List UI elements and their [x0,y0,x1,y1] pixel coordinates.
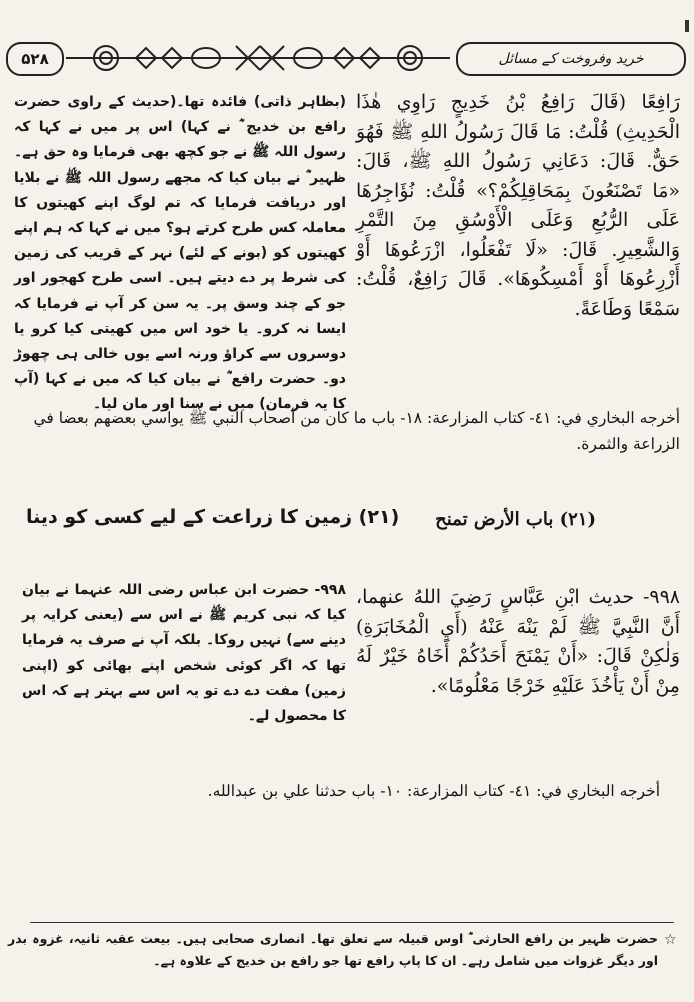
page-number: ۵۲۸ [6,42,64,76]
hadith-998-urdu: ۹۹۸- حضرت ابن عباس رضی اللہ عنہما نے بیان کیا کہ نبی کریم ﷺ نے اس سے (یعنی کرایہ پر دینے سے) نہیں روکا۔ بلکہ آپ نے صرف یہ فرمایا تھا کہ اگر کوئی شخص اپنے بھائی کو (اپنی زمین) مفت دے دے تو یہ اس سے بہتر ہے کہ اس کا محصول لے۔ [22,582,346,725]
hadith-997-arabic: رَافِعًا (قَالَ رَافِعُ بْنُ خَدِيجٍ رَاوِي هٰذَا الْحَدِيثِ) قُلْتُ: مَا قَالَ رَسُولُ اللهِ ﷺ فَهُوَ حَقٌّ. قَالَ: دَعَانِي رَسُولُ اللهِ ﷺ، قَالَ: «مَا تَصْنَعُونَ بِمَحَاقِلِكُمْ؟» قُلْتُ: نُؤَاجِرُهَا عَلَى الرُّبُعِ وَعَلَى الْأَوْسُقِ مِنَ التَّمْرِ وَالشَّعِيرِ. قَالَ: «لَا تَفْعَلُوا، ازْرَعُوهَا أَوْ أَزْرِعُوهَا أَوْ أَمْسِكُوهَا». قَالَ رَافِعٌ، قُلْتُ: سَمْعًا وَطَاعَةً. [356,91,680,320]
chapter-heading-arabic: (٢١) باب الأرض تمنح [435,509,596,530]
section-title: خرید وفروخت کے مسائل [456,42,686,76]
footnote-text: حضرت ظہیر بن رافع الحارثی ؓ اوس قبیلہ سے تعلق تھا۔ انصاری صحابی ہیں۔ بیعت عقبہ ثانیہ، غزوہ بدر اور دیگر غزوات میں شامل رہے۔ ان کا پاپ رافع تھا جو رافع بن خدیج کے علاوہ ہے۔ [8,931,658,968]
hadith-997-reference: أخرجه البخاري في: ٤١- كتاب المزارعة: ١٨- باب ما كان من أصحاب النبي ﷺ يواسي بعضهم بعضا في الزراعة والثمرة. [33,409,680,453]
hadith-997-urdu: (بظاہر ذاتی) فائدہ تھا۔(حدیث کے راوی حضرت رافع بن خدیج ؓ نے کہا) اس پر میں نے کہا کہ رسول اللہ ﷺ نے جو کچھ بھی فرمایا وہ حق ہے۔ ظہیر ؓ نے بیان کیا کہ مجھے رسول اللہ ﷺ نے بلایا اور دریافت فرمایا کہ تم لوگ اپنے کھیتوں کا معاملہ کس طرح کرتے ہو؟ میں نے کہا کہ ہم اپنے کھیتوں کو (بونے کے لئے) نہر کے قریب کی زمین کی شرط پر دے دیتے ہیں۔ اسی طرح کھجور اور جو کے چند وسق پر۔ یہ سن کر آپ نے فرمایا کہ ایسا نہ کرو۔ یا خود اس میں کھیتی کیا کرو یا دوسروں سے کراؤ ورنہ اسے یوں خالی ہی چھوڑ دو۔ حضرت رافع ؓ نے بیان کیا کہ میں نے کہا (آپ کا یہ فرمان) میں نے سنا اور مان لیا۔ [14,94,346,413]
edge-mark [685,20,689,32]
footnote-marker: ☆ [664,932,677,948]
hadith-998-arabic: ٩٩٨- حديث ابْنِ عَبَّاسٍ رَضِيَ اللهُ عنهما، أَنَّ النَّبِيَّ ﷺ لَمْ يَنْهَ عَنْهُ (أَيِ الْمُخَابَرَةِ) وَلٰكِنْ قَالَ: «أَنْ يَمْنَحَ أَحَدُكُمْ أَخَاهُ خَيْرٌ لَهُ مِنْ أَنْ يَأْخُذَ عَلَيْهِ خَرْجًا مَعْلُومًا». [356,586,680,697]
hadith-998-reference: أخرجه البخاري في: ٤١- كتاب المزارعة: ١٠- باب حدثنا علي بن عبدالله. [207,782,660,800]
footnote-divider [30,922,674,923]
header-ornament [66,40,450,76]
chapter-heading-urdu: (۲۱) زمین کا زراعت کے لیے کسی کو دینا [26,506,400,528]
